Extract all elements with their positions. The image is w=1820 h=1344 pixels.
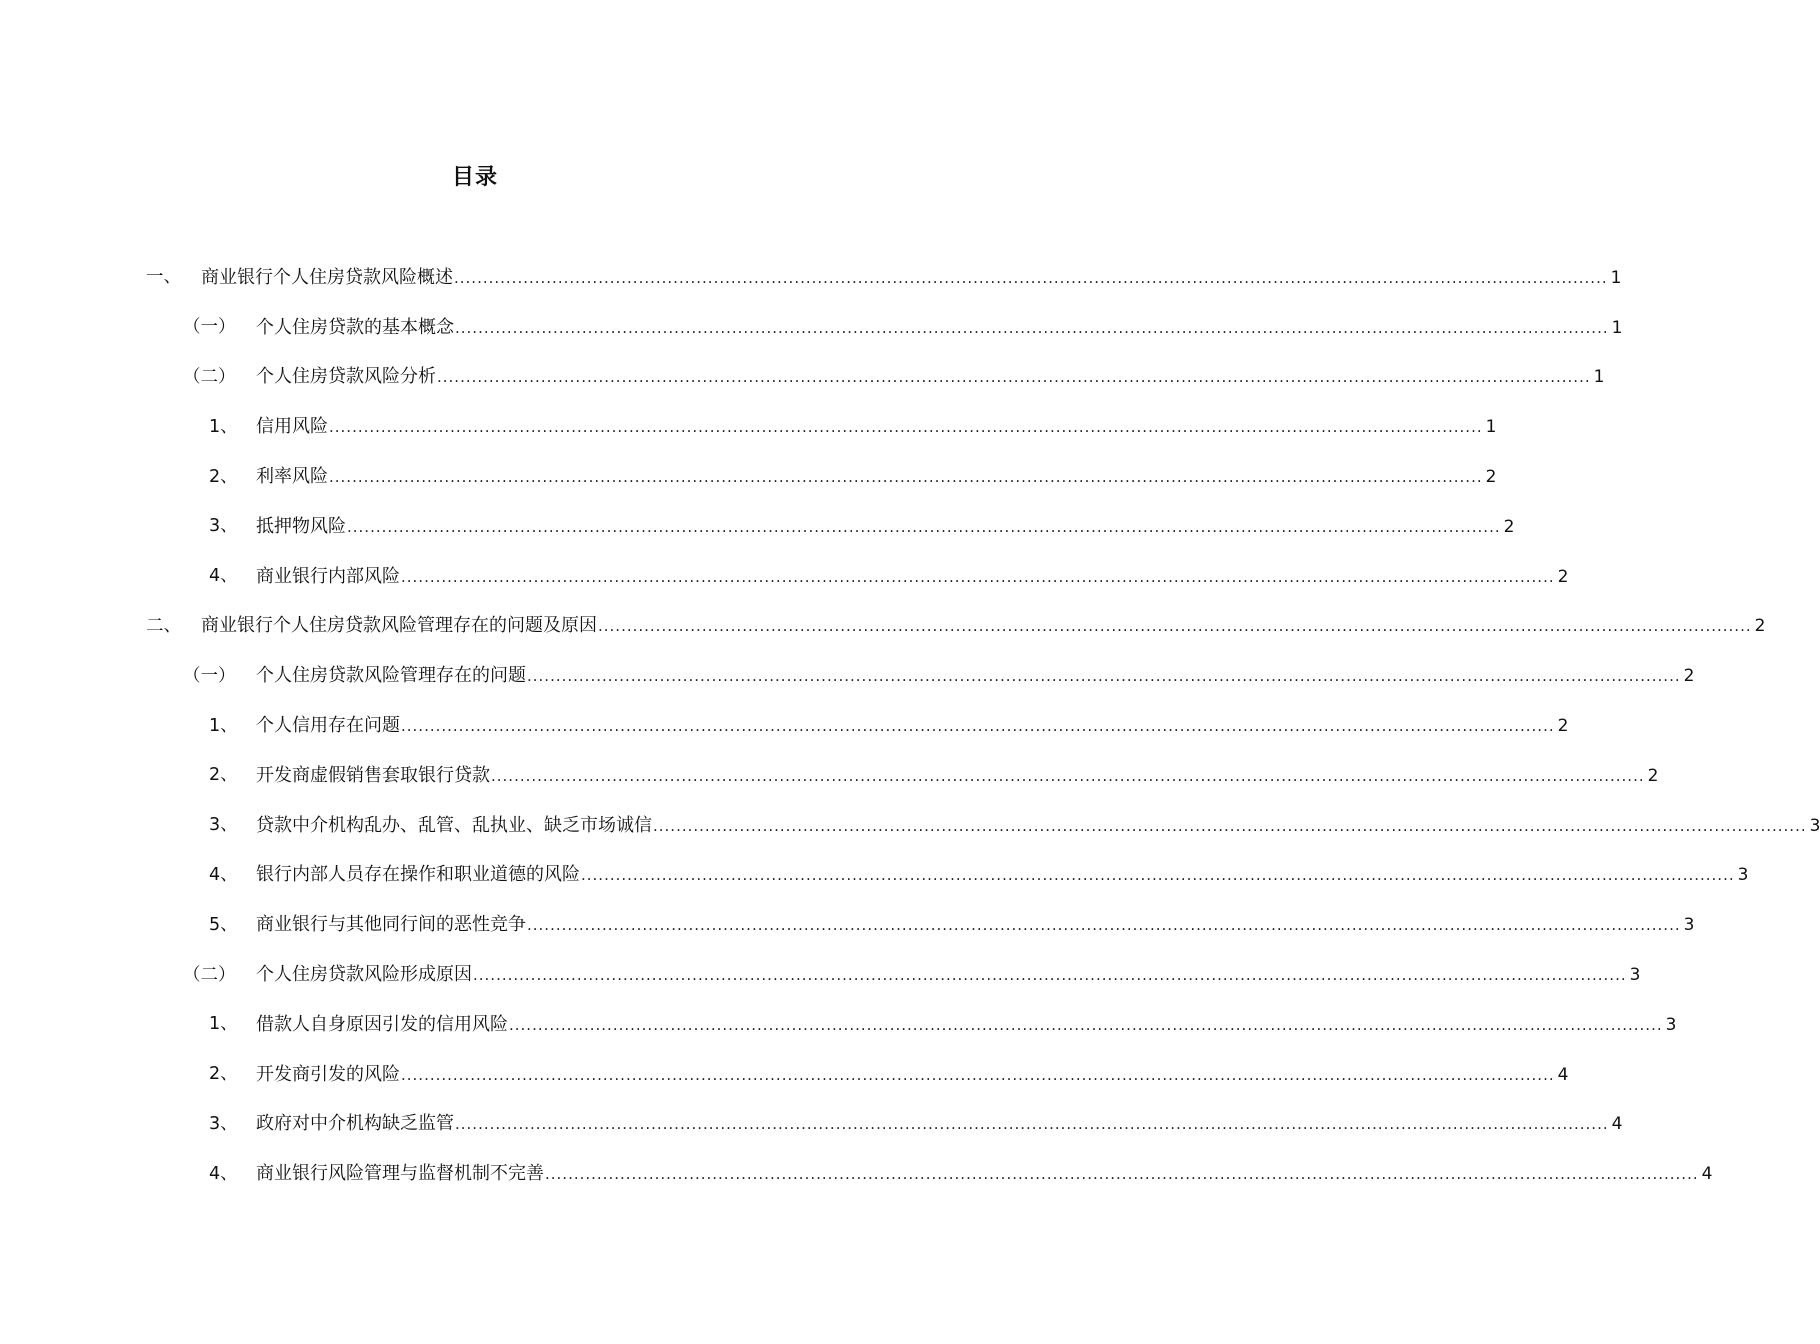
toc-entry[interactable]: [0, 351, 1605, 401]
toc-dot-leader: ........................................................................................................................................................................................................: [347, 517, 1501, 536]
toc-entry-text: 个人住房贷款风险分析: [256, 366, 436, 388]
toc-entry-text: 商业银行个人住房贷款风险管理存在的问题及原因: [201, 615, 597, 637]
toc-entry-page-number: 2: [1485, 467, 1497, 488]
toc-entry-text: 个人住房贷款风险管理存在的问题: [256, 665, 526, 687]
toc-entry-body: [256, 462, 1497, 488]
toc-dot-leader: ........................................................................................................................................................................................................: [329, 468, 1483, 487]
toc-dot-leader: ........................................................................................................................................................................................................: [527, 667, 1681, 686]
toc-entry-page-number: 2: [1683, 666, 1695, 687]
toc-entry-page-number: 3: [1665, 1014, 1677, 1035]
toc-entry-text: 个人住房贷款风险形成原因: [256, 964, 472, 986]
toc-entry-number: 2、: [209, 1064, 238, 1085]
toc-entry-body: [256, 811, 1820, 837]
toc-entry-body: [256, 1010, 1677, 1036]
toc-dot-leader: ........................................................................................................................................................................................................: [329, 418, 1483, 437]
toc-entry-body: [201, 263, 1622, 289]
toc-entry[interactable]: [0, 400, 1497, 450]
toc-entry[interactable]: [0, 799, 1820, 849]
toc-entry-body: [256, 860, 1749, 886]
toc-entry-text: 借款人自身原因引发的信用风险: [256, 1013, 508, 1035]
toc-entry-text: 信用风险: [256, 416, 328, 438]
toc-entry-body: [256, 910, 1695, 936]
toc-entry-number: 二、: [146, 615, 181, 636]
toc-entry-text: 银行内部人员存在操作和职业道德的风险: [256, 864, 580, 886]
toc-entry[interactable]: [0, 251, 1622, 301]
toc-entry[interactable]: [0, 649, 1695, 699]
toc-entry-body: [256, 362, 1605, 388]
toc-entry-text: 商业银行与其他同行间的恶性竞争: [256, 914, 526, 936]
toc-entry-number: （二）: [183, 964, 236, 985]
toc-entry-text: 贷款中介机构乱办、乱管、乱执业、缺乏市场诚信: [256, 814, 652, 836]
toc-entry-page-number: 3: [1737, 865, 1749, 886]
toc-entry-text: 抵押物风险: [256, 515, 346, 537]
toc-entry-body: [256, 960, 1641, 986]
toc-entry-page-number: 2: [1754, 616, 1766, 637]
toc-dot-leader: ........................................................................................................................................................................................................: [598, 617, 1752, 636]
toc-entry[interactable]: [0, 699, 1569, 749]
toc-dot-leader: ........................................................................................................................................................................................................: [455, 1115, 1609, 1134]
toc-entry-number: （一）: [183, 665, 236, 686]
toc-entry[interactable]: [0, 749, 1659, 799]
toc-entry-body: [256, 512, 1515, 538]
toc-entry-number: 4、: [209, 864, 238, 885]
toc-entry[interactable]: [0, 948, 1641, 998]
toc-entry-number: 4、: [209, 1163, 238, 1184]
toc-entry-page-number: 2: [1503, 516, 1515, 537]
toc-entry-body: [256, 412, 1497, 438]
toc-entry-page-number: 4: [1611, 1114, 1623, 1135]
toc-entry-body: [256, 1159, 1713, 1185]
toc-dot-leader: ........................................................................................................................................................................................................: [545, 1165, 1699, 1184]
toc-dot-leader: ........................................................................................................................................................................................................: [437, 368, 1591, 387]
toc-dot-leader: ........................................................................................................................................................................................................: [653, 816, 1807, 835]
toc-entry-text: 个人住房贷款的基本概念: [256, 316, 454, 338]
toc-entry[interactable]: [0, 450, 1497, 500]
toc-entry-text: 商业银行风险管理与监督机制不完善: [256, 1163, 544, 1185]
toc-entry-body: [201, 611, 1766, 637]
toc-dot-leader: ........................................................................................................................................................................................................: [509, 1015, 1663, 1034]
toc-entry-text: 开发商引发的风险: [256, 1063, 400, 1085]
toc-entry-number: （一）: [183, 317, 236, 338]
toc-entry[interactable]: [0, 1098, 1623, 1148]
toc-entry-text: 利率风险: [256, 466, 328, 488]
toc-entry-page-number: 1: [1610, 267, 1622, 288]
toc-entry-body: [256, 562, 1569, 588]
toc-entry-page-number: 2: [1557, 716, 1569, 737]
toc-entry-body: [256, 1109, 1623, 1135]
toc-entry-number: 4、: [209, 566, 238, 587]
toc-entry-body: [256, 1060, 1569, 1086]
toc-entry-body: [256, 661, 1695, 687]
toc-entry-number: 1、: [209, 715, 238, 736]
toc-entry-number: 2、: [209, 466, 238, 487]
toc-entry[interactable]: [0, 500, 1515, 550]
toc-dot-leader: ........................................................................................................................................................................................................: [473, 966, 1627, 985]
toc-entry-page-number: 2: [1557, 566, 1569, 587]
toc-entry[interactable]: [0, 1147, 1713, 1197]
toc-entry[interactable]: [0, 898, 1695, 948]
toc-entry-body: [256, 761, 1659, 787]
toc-entry-number: 一、: [146, 267, 181, 288]
toc-dot-leader: ........................................................................................................................................................................................................: [401, 717, 1555, 736]
toc-entry-text: 开发商虚假销售套取银行贷款: [256, 764, 490, 786]
toc-entry-page-number: 3: [1683, 915, 1695, 936]
toc-entry-text: 政府对中介机构缺乏监管: [256, 1113, 454, 1135]
toc-entry-page-number: 1: [1593, 367, 1605, 388]
toc-entry-number: 3、: [209, 815, 238, 836]
toc-entry-page-number: 4: [1701, 1164, 1713, 1185]
toc-entry-body: [256, 711, 1569, 737]
toc-entry-text: 商业银行内部风险: [256, 565, 400, 587]
toc-entry[interactable]: [0, 550, 1569, 600]
toc-entry-number: 2、: [209, 765, 238, 786]
toc-entry[interactable]: [0, 998, 1677, 1048]
toc-dot-leader: ........................................................................................................................................................................................................: [455, 318, 1609, 337]
toc-entry[interactable]: [0, 849, 1749, 899]
toc-entry-number: 1、: [209, 416, 238, 437]
toc-title: 目录: [451, 165, 498, 190]
toc-entry-page-number: 1: [1485, 417, 1497, 438]
toc-entry-body: [256, 313, 1623, 339]
toc-dot-leader: ........................................................................................................................................................................................................: [401, 567, 1555, 586]
toc-entry-page-number: 3: [1809, 815, 1820, 836]
toc-dot-leader: ........................................................................................................................................................................................................: [581, 866, 1735, 885]
toc-entry-page-number: 1: [1611, 317, 1623, 338]
toc-dot-leader: ........................................................................................................................................................................................................: [491, 766, 1645, 785]
table-of-contents: [0, 251, 1820, 1197]
toc-entry-number: 5、: [209, 914, 238, 935]
toc-entry[interactable]: [0, 1048, 1569, 1098]
toc-entry-text: 个人信用存在问题: [256, 715, 400, 737]
toc-entry-number: 3、: [209, 1113, 238, 1134]
toc-entry-page-number: 3: [1629, 965, 1641, 986]
toc-dot-leader: ........................................................................................................................................................................................................: [527, 916, 1681, 935]
toc-entry[interactable]: [0, 600, 1766, 650]
toc-entry-page-number: 2: [1647, 765, 1659, 786]
toc-entry-number: 1、: [209, 1014, 238, 1035]
toc-entry-number: （二）: [183, 366, 236, 387]
toc-dot-leader: ........................................................................................................................................................................................................: [454, 268, 1608, 287]
toc-entry-page-number: 4: [1557, 1064, 1569, 1085]
toc-dot-leader: ........................................................................................................................................................................................................: [401, 1065, 1555, 1084]
toc-entry-text: 商业银行个人住房贷款风险概述: [201, 266, 453, 288]
toc-entry[interactable]: [0, 301, 1623, 351]
toc-entry-number: 3、: [209, 516, 238, 537]
